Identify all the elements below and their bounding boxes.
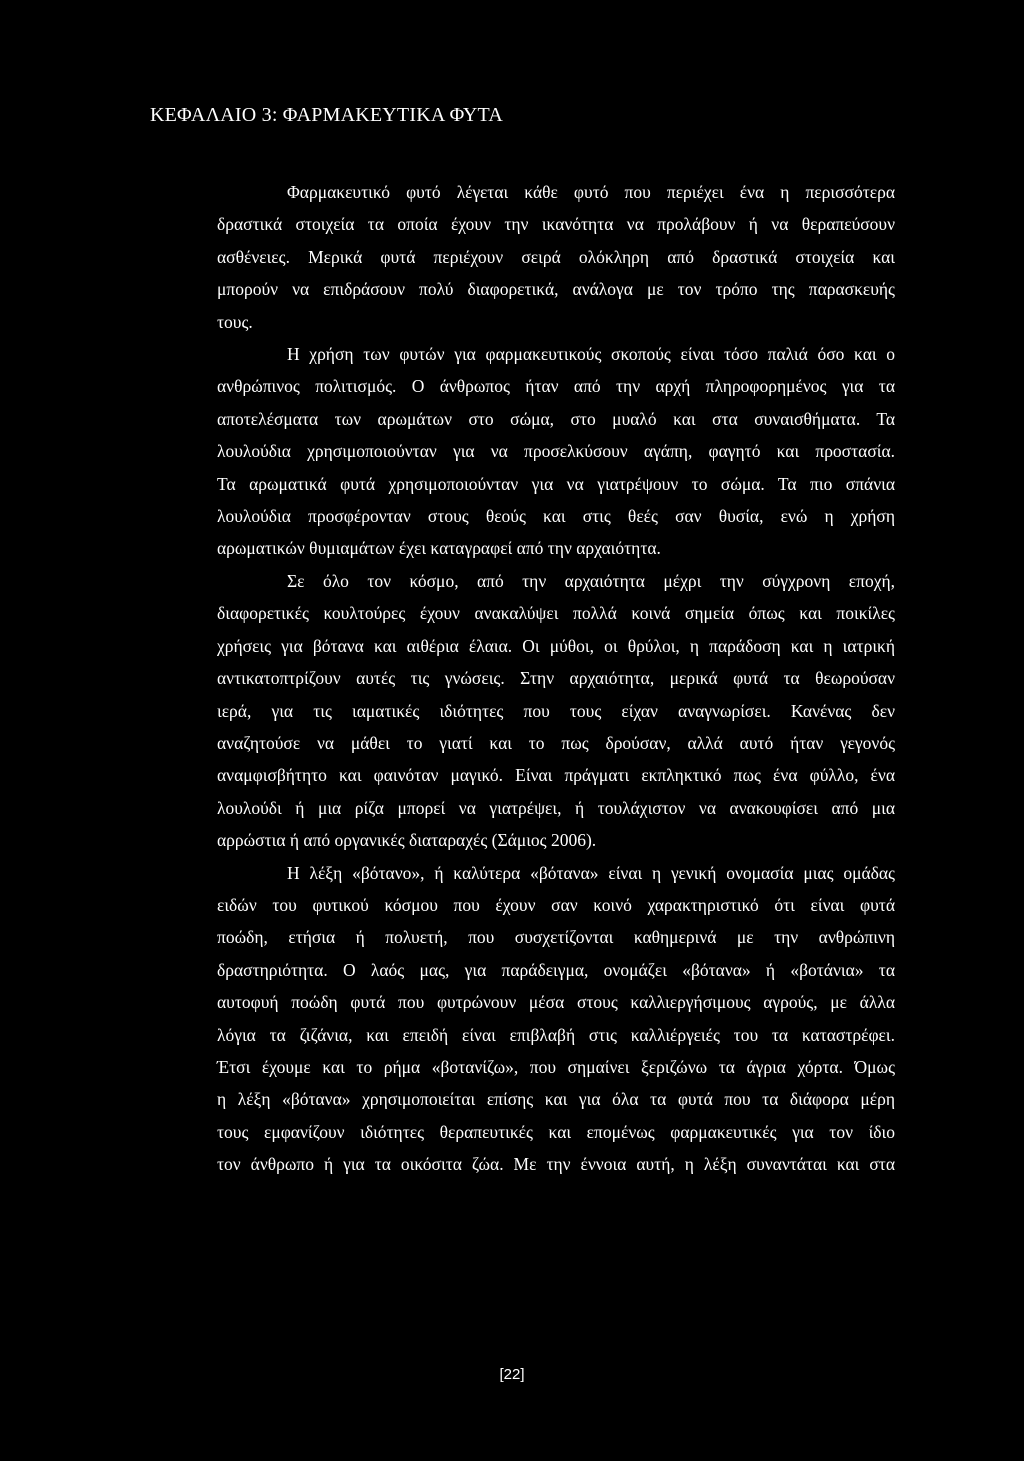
paragraph-2 [147,338,895,565]
text-line: η λέξη «βότανα» χρησιμοποιείται επίσης και για όλα τα φυτά που τα διάφορα μέρη [217,1089,895,1110]
text-line: αναζητούσε να μάθει το γιατί και το πως δρούσαν, αλλά αυτό ήταν γεγονός [217,732,895,753]
text-line: αυτοφυή ποώδη φυτά που φυτρώνουν μέσα στους καλλιεργήσιμους αγρούς, με άλλα [217,992,895,1013]
text-line: τους. [217,311,253,332]
page-number: [22] [499,1366,525,1383]
text-line: τον άνθρωπο ή για τα οικόσιτα ζώα. Με την έννοια αυτή, η λέξη συναντάται και στα [217,1154,895,1175]
text-line: αρρώστια ή από οργανικές διαταραχές (Σάμιος 2006). [217,830,597,851]
text-line: λουλούδια προσφέρονταν στους θεούς και στις θεές σαν θυσία, ενώ η χρήση [217,506,895,527]
text-line: ασθένειες. Μερικά φυτά περιέχουν σειρά ολόκληρη από δραστικά στοιχεία και [217,246,895,267]
paragraph-1 [147,176,895,338]
text-line: λόγια τα ζιζάνια, και επειδή είναι επιβλαβή στις καλλιέργειές του τα καταστρέφει. [217,1024,895,1045]
text-line: δραστηριότητα. Ο λαός μας, για παράδειγμα, ονομάζει «βότανα» ή «βοτάνια» τα [217,959,895,980]
text-line: δραστικά στοιχεία τα οποία έχουν την ικανότητα να προλάβουν ή να θεραπεύσουν [217,214,895,235]
text-line: ειδών του φυτικού κόσμου που έχουν σαν κοινό χαρακτηριστικό ότι είναι φυτά [217,894,895,915]
text-line: αντικατοπτρίζουν αυτές τις γνώσεις. Στην αρχαιότητα, μερικά φυτά τα θεωρούσαν [217,668,895,689]
paragraph-4 [147,857,895,1181]
paragraph-3 [147,565,895,857]
chapter-heading: ΚΕΦΑΛΑΙΟ 3: ΦΑΡΜΑΚΕΥΤΙΚΑ ΦΥΤΑ [150,104,504,126]
text-line: μπορούν να επιδράσουν πολύ διαφορετικά, ανάλογα με τον τρόπο της παρασκευής [217,279,895,300]
text-line: αναμφισβήτητο και φαινόταν μαγικό. Είναι πράγματι εκπληκτικό πως ένα φύλλο, ένα [217,765,895,786]
text-line: ανθρώπινος πολιτισμός. Ο άνθρωπος ήταν από την αρχή πληροφορημένος για τα [217,376,895,397]
text-line: διαφορετικές κουλτούρες έχουν ανακαλύψει πολλά κοινά σημεία όπως και ποικίλες [217,603,895,624]
text-line: ιερά, για τις ιαματικές ιδιότητες που τους είχαν αναγνωρίσει. Κανένας δεν [217,700,895,721]
text-line: αρωματικών θυμιαμάτων έχει καταγραφεί από την αρχαιότητα. [217,538,661,559]
body-text [147,176,895,1181]
text-line: Έτσι έχουμε και το ρήμα «βοτανίζω», που σημαίνει ξεριζώνω τα άγρια χόρτα. Όμως [217,1056,895,1077]
text-line: χρήσεις για βότανα και αιθέρια έλαια. Οι μύθοι, οι θρύλοι, η παράδοση και η ιατρική [217,635,895,656]
text-line: Σε όλο τον κόσμο, από την αρχαιότητα μέχρι την σύγχρονη εποχή, [287,570,895,591]
text-line: Τα αρωματικά φυτά χρησιμοποιούνταν για να γιατρέψουν το σώμα. Τα πιο σπάνια [217,473,895,494]
text-line: Φαρμακευτικό φυτό λέγεται κάθε φυτό που περιέχει ένα η περισσότερα [287,182,895,202]
text-line: τους εμφανίζουν ιδιότητες θεραπευτικές και επομένως φαρμακευτικές για τον ίδιο [217,1121,895,1142]
text-line: λουλούδια χρησιμοποιούνταν για να προσελκύσουν αγάπη, φαγητό και προστασία. [217,441,895,462]
text-line: Η χρήση των φυτών για φαρμακευτικούς σκοπούς είναι τόσο παλιά όσο και ο [287,344,895,365]
text-line: αποτελέσματα των αρωμάτων στο σώμα, στο μυαλό και στα συναισθήματα. Τα [217,408,895,429]
text-line: λουλούδι ή μια ρίζα μπορεί να γιατρέψει, ή τουλάχιστον να ανακουφίσει από μια [217,797,895,818]
text-line: Η λέξη «βότανο», ή καλύτερα «βότανα» είναι η γενική ονομασία μιας ομάδας [287,862,895,883]
text-line: ποώδη, ετήσια ή πολυετή, που συσχετίζονται καθημερινά με την ανθρώπινη [217,927,895,948]
